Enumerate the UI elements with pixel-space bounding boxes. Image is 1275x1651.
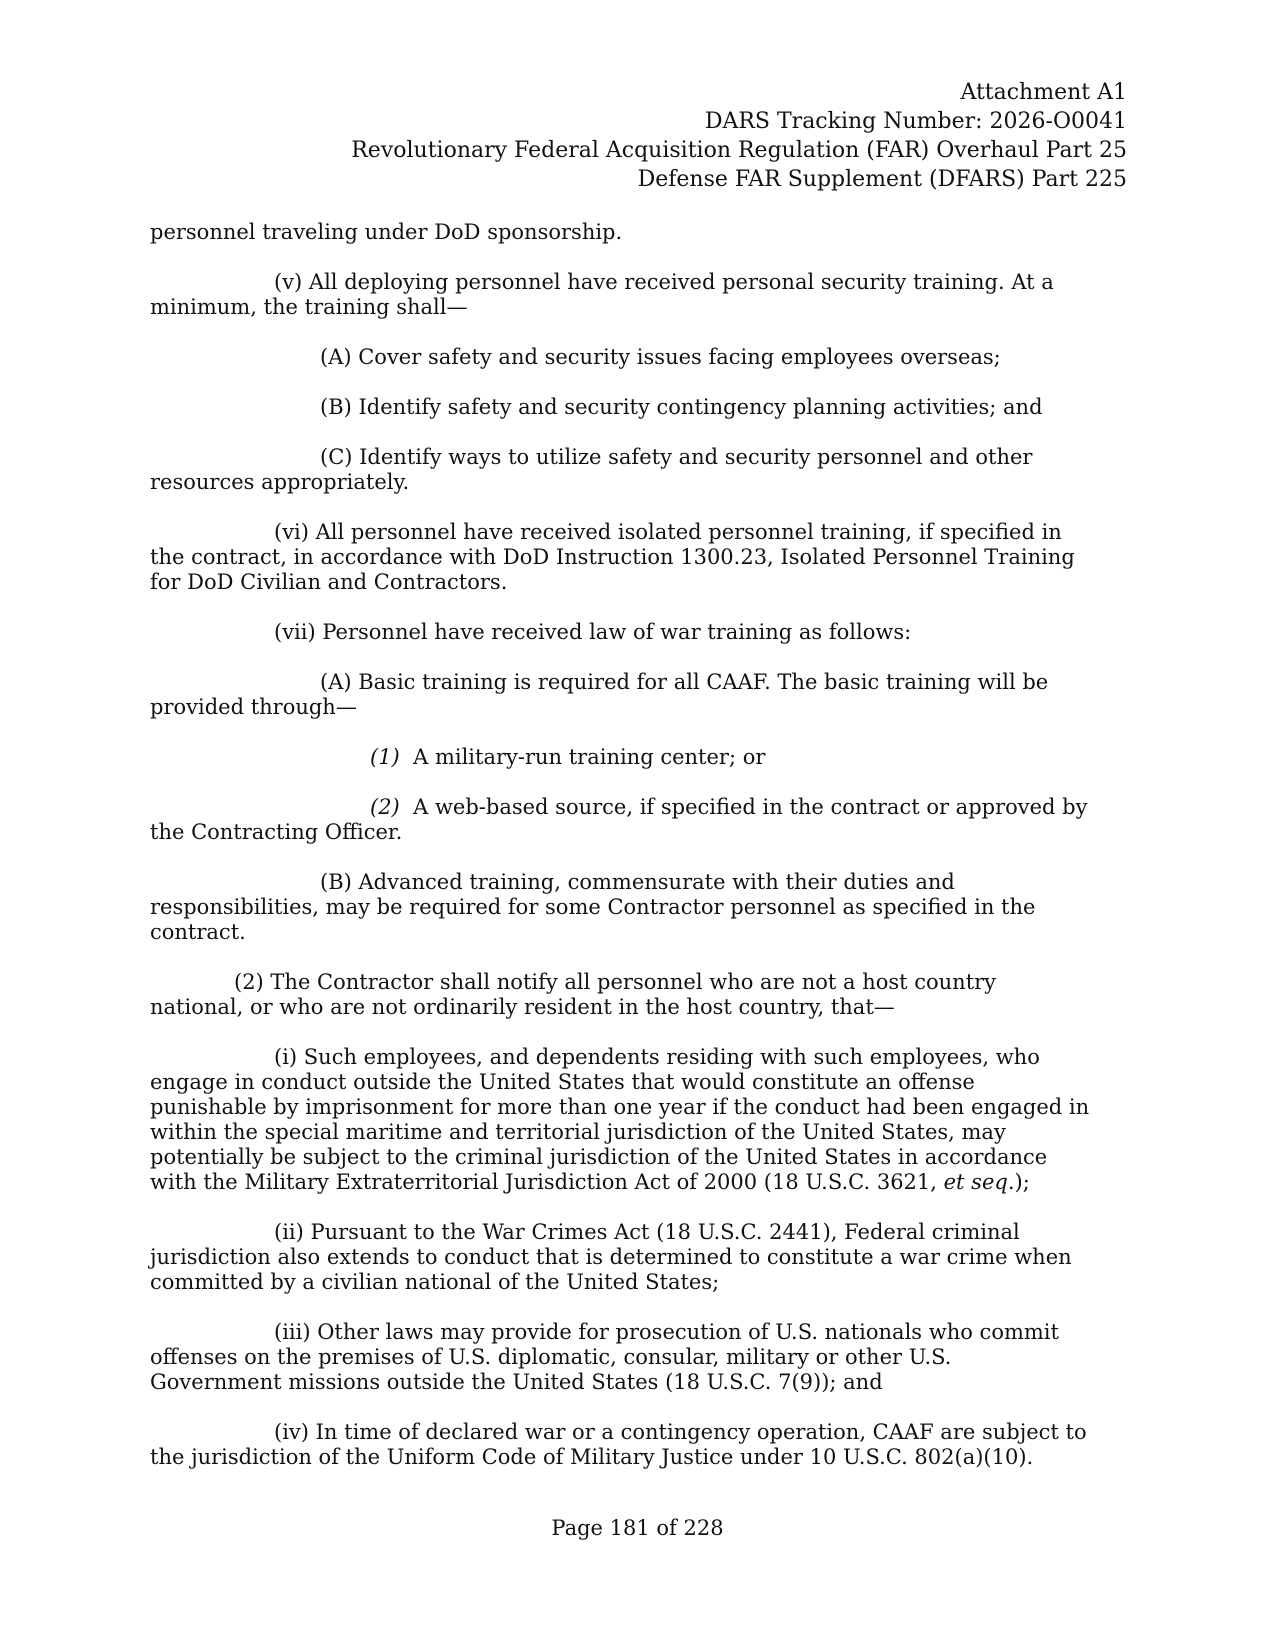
item-number: (2) — [370, 795, 400, 819]
item-text: A military-run training center; or — [399, 745, 766, 769]
text-line: engage in conduct outside the United States that would constitute an offense — [150, 1070, 975, 1094]
paragraph-vii-A — [150, 670, 1130, 720]
text-line: (iii) Other laws may provide for prosecution of U.S. nationals who commit — [274, 1320, 1059, 1344]
text-line: (C) Identify ways to utilize safety and security personnel and other — [320, 445, 1033, 469]
item-text: A web-based source, if specified in the contract or approved by — [399, 795, 1088, 819]
text-line: (A) Basic training is required for all CAAF. The basic training will be — [320, 670, 1049, 694]
text-line: (A) Cover safety and security issues facing employees overseas; — [320, 345, 1001, 369]
paragraph-2 — [150, 970, 1130, 1020]
text-line: Government missions outside the United States (18 U.S.C. 7(9)); and — [150, 1370, 883, 1394]
document-header — [351, 78, 1127, 194]
text-line: potentially be subject to the criminal jurisdiction of the United States in accordance — [150, 1145, 1048, 1169]
paragraph-v-B — [150, 395, 1130, 420]
header-attachment: Attachment A1 — [960, 80, 1127, 105]
text-line: the contract, in accordance with DoD Instruction 1300.23, Isolated Personnel Training — [150, 545, 1075, 569]
header-dfars-part: Defense FAR Supplement (DFARS) Part 225 — [637, 167, 1127, 192]
paragraph-2-iv — [150, 1420, 1130, 1470]
text-line: responsibilities, may be required for some Contractor personnel as specified in the — [150, 895, 1036, 919]
text-line: (2) The Contractor shall notify all personnel who are not a host country — [234, 970, 997, 994]
document-body — [150, 220, 1130, 1495]
paragraph-vii-B — [150, 870, 1130, 945]
text-line: for DoD Civilian and Contractors. — [150, 570, 508, 594]
header-tracking-number: DARS Tracking Number: 2026-O0041 — [704, 109, 1127, 134]
text-line — [150, 1170, 1130, 1195]
text-line: committed by a civilian national of the United States; — [150, 1270, 720, 1294]
text-line: (B) Identify safety and security contingency planning activities; and — [320, 395, 1043, 419]
text-line: (B) Advanced training, commensurate with their duties and — [320, 870, 955, 894]
text-line: (ii) Pursuant to the War Crimes Act (18 U.S.C. 2441), Federal criminal — [274, 1220, 1020, 1244]
text-line: (i) Such employees, and dependents residing with such employees, who — [274, 1045, 1040, 1069]
paragraph-vii-A-2 — [150, 795, 1130, 845]
text-line: jurisdiction also extends to conduct that is determined to constitute a war crime when — [150, 1245, 1072, 1269]
text-line: (vi) All personnel have received isolated personnel training, if specified in — [274, 520, 1062, 544]
text-line: within the special maritime and territorial jurisdiction of the United States, may — [150, 1120, 1006, 1144]
text-span: with the Military Extraterritorial Jurisdiction Act of 2000 (18 U.S.C. 3621, — [150, 1170, 944, 1194]
text-line: offenses on the premises of U.S. diplomatic, consular, military or other U.S. — [150, 1345, 952, 1369]
paragraph-2-iii — [150, 1320, 1130, 1395]
text-line: resources appropriately. — [150, 470, 410, 494]
text-line: national, or who are not ordinarily resident in the host country, that— — [150, 995, 895, 1019]
item-number: (1) — [370, 745, 400, 769]
text-line: punishable by imprisonment for more than one year if the conduct had been engaged in — [150, 1095, 1090, 1119]
paragraph-vi — [150, 520, 1130, 595]
text-line: minimum, the training shall— — [150, 295, 468, 319]
paragraph-2-i — [150, 1045, 1130, 1195]
text-line: provided through— — [150, 695, 357, 719]
text-line: personnel traveling under DoD sponsorship. — [150, 220, 623, 244]
text-line — [150, 745, 1130, 770]
page-number: Page 181 of 228 — [551, 1516, 724, 1540]
text-line: (vii) Personnel have received law of war training as follows: — [274, 620, 912, 644]
italic-text: et seq — [943, 1170, 1008, 1194]
text-line: the Contracting Officer. — [150, 820, 403, 844]
text-line: (iv) In time of declared war or a contingency operation, CAAF are subject to — [274, 1420, 1087, 1444]
header-far-part: Revolutionary Federal Acquisition Regulation (FAR) Overhaul Part 25 — [351, 138, 1127, 163]
text-line: the jurisdiction of the Uniform Code of Military Justice under 10 U.S.C. 802(a)(10). — [150, 1445, 1034, 1469]
text-span: .); — [1007, 1170, 1030, 1194]
paragraph-v-A — [150, 345, 1130, 370]
paragraph-vii — [150, 620, 1130, 645]
text-line: contract. — [150, 920, 246, 944]
paragraph-vii-A-1 — [150, 745, 1130, 770]
text-line — [150, 795, 1130, 820]
paragraph-v-C — [150, 445, 1130, 495]
paragraph-2-ii — [150, 1220, 1130, 1295]
text-line: (v) All deploying personnel have received personal security training. At a — [274, 270, 1054, 294]
paragraph-continuation — [150, 220, 1130, 245]
paragraph-v — [150, 270, 1130, 320]
